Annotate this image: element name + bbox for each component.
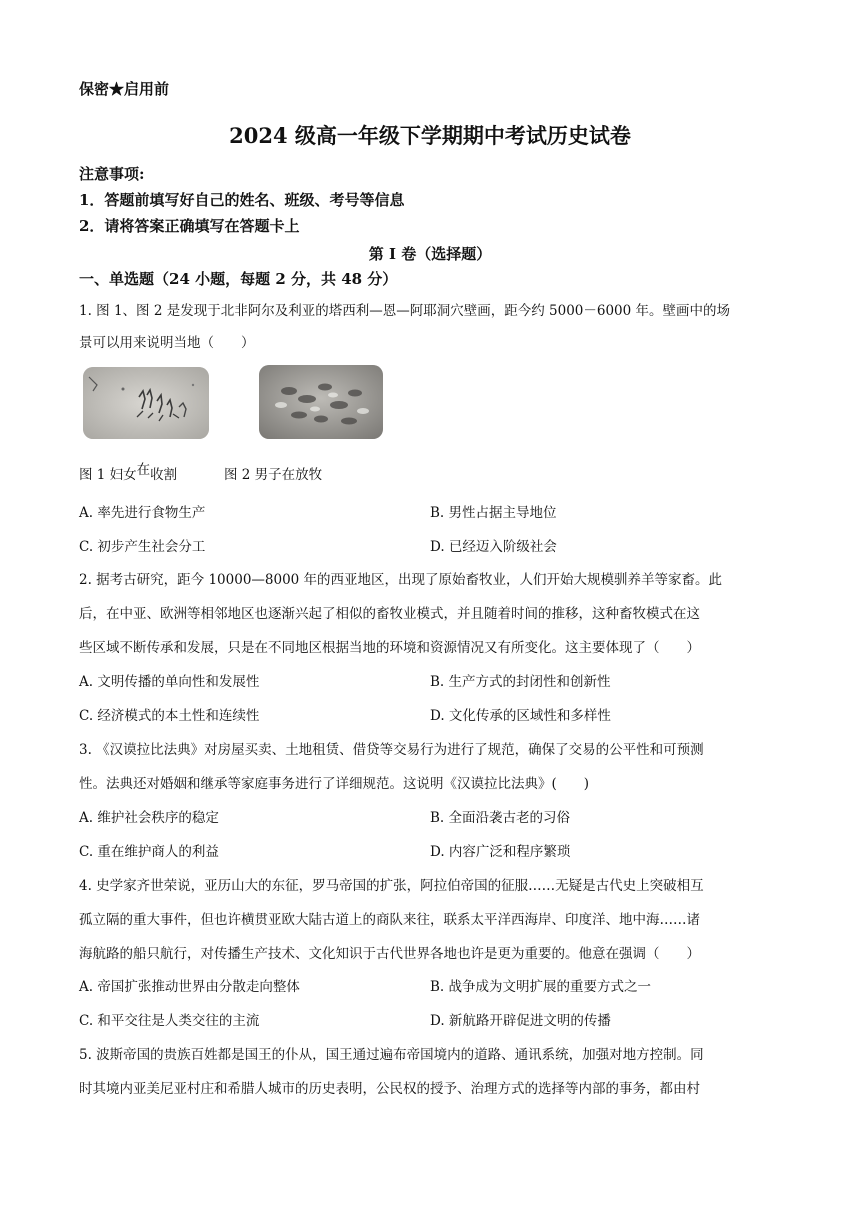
- question-1-line-1: 1. 图 1、图 2 是发现于北非阿尔及利亚的塔西利—恩—阿耶洞穴壁画，距今约 5000－6000 年。壁画中的场: [79, 303, 731, 319]
- question-3-line-2: 性。法典还对婚姻和继承等家庭事务进行了详细规范。这说明《汉谟拉比法典》( ): [79, 776, 590, 792]
- figure-2-caption: 图 2 男子在放牧: [224, 467, 323, 483]
- question-3-option-a: A. 维护社会秩序的稳定: [79, 810, 219, 826]
- question-5-line-1: 5. 波斯帝国的贵族百姓都是国王的仆从，国王通过遍布帝国境内的道路、通讯系统，加强对地方控制。同: [79, 1047, 704, 1063]
- question-5-line-2: 时其境内亚美尼亚村庄和希腊人城市的历史表明，公民权的授予、治理方式的选择等内部的事务，都由村: [79, 1081, 700, 1097]
- question-2-option-d: D. 文化传承的区域性和多样性: [430, 708, 611, 724]
- question-4-line-1: 4. 史学家齐世荣说，亚历山大的东征，罗马帝国的扩张，阿拉伯帝国的征服……无疑是古代史上突破相互: [79, 878, 704, 894]
- question-2-line-1: 2. 据考古研究，距今 10000—8000 年的西亚地区，出现了原始畜牧业，人们开始大规模驯养羊等家畜。此: [79, 572, 723, 588]
- question-4-line-3: 海航路的船只航行，对传播生产技术、文化知识于古代世界各地也许是更为重要的。他意在强调（ ）: [79, 946, 700, 962]
- question-3-option-c: C. 重在维护商人的利益: [79, 844, 219, 860]
- note-item-1: 1．答题前填写好自己的姓名、班级、考号等信息: [79, 191, 405, 209]
- notes-heading: 注意事项:: [79, 165, 145, 183]
- question-3-line-1: 3. 《汉谟拉比法典》对房屋买卖、土地租赁、借贷等交易行为进行了规范，确保了交易的公平性和可预测: [79, 742, 704, 758]
- question-1-option-b: B. 男性占据主导地位: [430, 505, 557, 521]
- figure-1-caption-a: 图 1 妇女: [79, 467, 137, 483]
- figure-1-harvest-image: [83, 367, 209, 439]
- question-1-option-c: C. 初步产生社会分工: [79, 539, 206, 555]
- question-4-option-c: C. 和平交往是人类交往的主流: [79, 1013, 260, 1029]
- figure-1-caption: [79, 463, 177, 483]
- question-2-option-b: B. 生产方式的封闭性和创新性: [430, 674, 611, 690]
- exam-title: 2024 级高一年级下学期期中考试历史试卷: [229, 123, 631, 148]
- note-item-2: 2．请将答案正确填写在答题卡上: [79, 217, 300, 235]
- figure-1-caption-b: 收割: [150, 467, 178, 483]
- question-1-option-d: D. 已经迈入阶级社会: [430, 539, 557, 555]
- question-2-line-3: 些区域不断传承和发展，只是在不同地区根据当地的环境和资源情况又有所变化。这主要体现了（ ）: [79, 640, 700, 656]
- question-2-option-a: A. 文明传播的单向性和发展性: [79, 674, 260, 690]
- part-title: 第 I 卷（选择题）: [368, 245, 492, 263]
- question-1-line-2: 景可以用来说明当地（ ）: [79, 335, 255, 351]
- question-1-option-a: A. 率先进行食物生产: [79, 505, 206, 521]
- question-2-line-2: 后，在中亚、欧洲等相邻地区也逐渐兴起了相似的畜牧业模式，并且随着时间的推移，这种畜牧模式在这: [79, 606, 700, 622]
- section-heading: 一、单选题（24 小题，每题 2 分，共 48 分）: [79, 270, 398, 288]
- question-4-line-2: 孤立隔的重大事件，但也许横贯亚欧大陆古道上的商队来往，联系太平洋西海岸、印度洋、地中海……诸: [79, 912, 700, 928]
- figure-1-caption-sup: 在: [136, 462, 151, 478]
- question-3-option-b: B. 全面沿袭古老的习俗: [430, 810, 571, 826]
- confidential-label: 保密★启用前: [79, 80, 170, 98]
- question-4-option-d: D. 新航路开辟促进文明的传播: [430, 1013, 611, 1029]
- cave-painting-herding-icon: [259, 365, 383, 439]
- question-3-option-d: D. 内容广泛和程序繁琐: [430, 844, 571, 860]
- figure-2-herding-image: [259, 365, 383, 439]
- cave-painting-harvest-icon: [83, 367, 209, 439]
- question-2-option-c: C. 经济模式的本土性和连续性: [79, 708, 260, 724]
- question-4-option-b: B. 战争成为文明扩展的重要方式之一: [430, 979, 652, 995]
- question-4-option-a: A. 帝国扩张推动世界由分散走向整体: [79, 979, 300, 995]
